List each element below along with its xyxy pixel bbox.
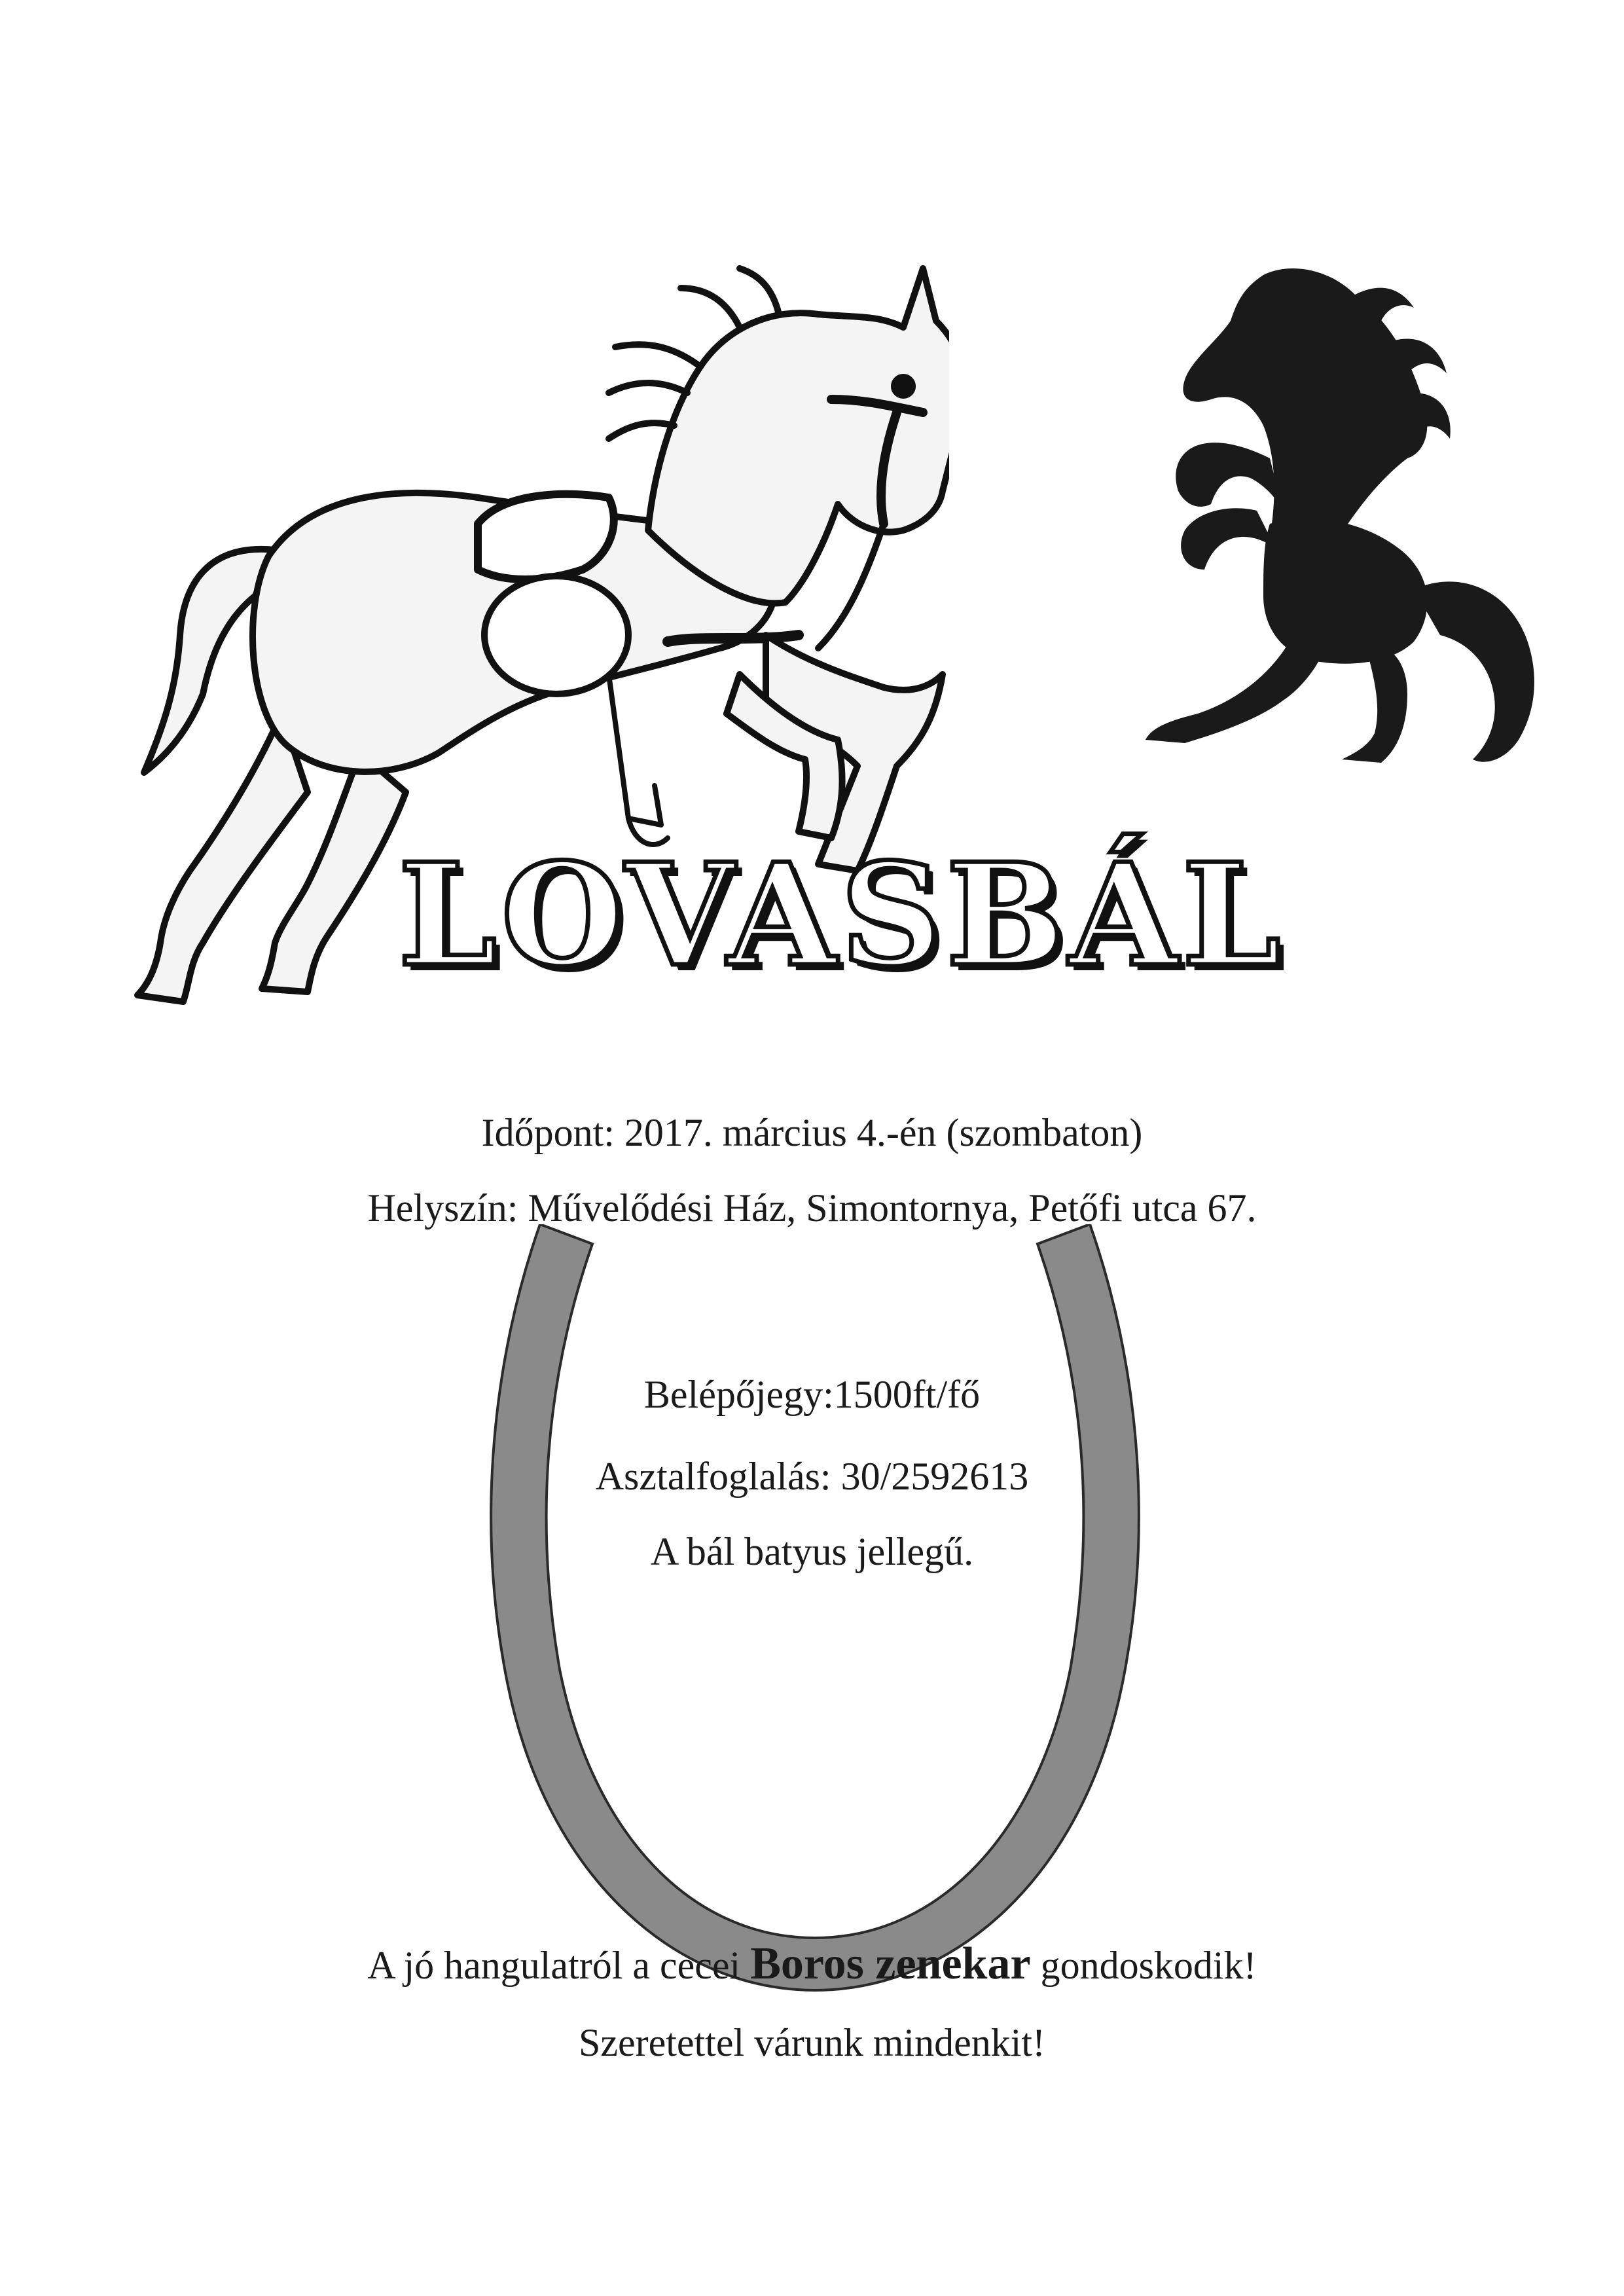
music-line [0, 1941, 1624, 1987]
event-title: LOVASBÁL [398, 832, 1285, 998]
band-name: Boros zenekar [750, 1939, 1031, 1989]
venue-line: Helyszín: Művelődési Ház, Simontornya, Petőfi utca 67. [367, 1186, 1257, 1230]
music-suffix: gondoskodik! [1040, 1944, 1257, 1987]
closing-line: Szeretettel várunk mindenkit! [578, 2021, 1046, 2064]
music-prefix: A jó hangulatról a cecei [367, 1944, 741, 1987]
ticket-price: Belépőjegy:1500ft/fő [643, 1373, 981, 1416]
event-note: A bál batyus jellegű. [650, 1530, 974, 1573]
table-reservation: Asztalfoglalás: 30/2592613 [595, 1455, 1029, 1498]
horseshoe-graphic [481, 1224, 1149, 1997]
black-horse-silhouette [1119, 262, 1545, 773]
date-line: Időpont: 2017. március 4.-én (szombaton) [481, 1111, 1143, 1154]
